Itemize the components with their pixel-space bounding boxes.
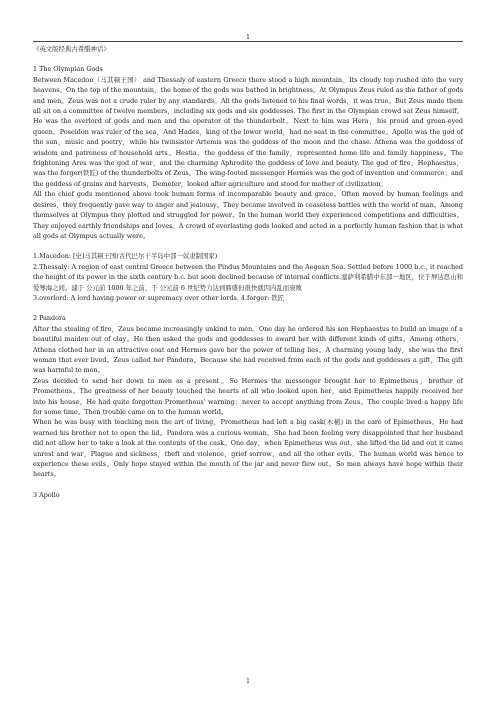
- section-heading-apollo: 3 Apollo: [33, 490, 60, 499]
- footnote: 2.Thessaly: A region of east central Greece between the Pindus Mountains and the Aegean Sea. Settled before 1000 b.c., it reached the height of its power in the sixth century b.c. but soon declined because of internal conflicts.塞萨利希腊中东部一地区，位于屏达思山和爱琴海之间。建于 公元前 1000 年之前，于 公元前 6 世纪势力达到鼎盛但很快就因内乱而衰败: [33, 262, 463, 292]
- paragraph: When he was busy with teaching men the art of living，Prometheus had left a big cask(木桶) in the care of Epimetheus。He had warned his brother not to open the lid。Pandora was a curious woman。She had been feeling very disappointed that her husband did not allow her to take a look at the contents of the cask。One day，when Epimetheus was out，she lifted the lid and out it came unrest and war，Plague and sickness，theft and violence，grief sorrow，and all the other evils。The human world was hence to experience these evils。Only hope stayed within the mouth of the jar and never flew out。So men always have hope within their hearts。: [33, 418, 463, 479]
- book-title: 《英文版经典古希腊神话》: [33, 45, 110, 53]
- paragraph: After the stealing of fire，Zeus became increasingly unkind to men。One day he ordered his son Hephaestus to build an image of a beautiful maiden out of clay。He then asked the gods and goddesses to award her with different kinds of gifts。Among others，Athena clothed her in an attractive coat and Hermes gave her the power of telling lies。A charming young lady，she was the first woman that ever lived。Zeus called her Pandora。Because she had received from each of the gods and goddesses a gift，The gift was harmful to men。: [33, 324, 463, 375]
- paragraph: All the chief gods mentioned above took human forms of incomparable beauty and grace。Often moved by human feelings and desires，they frequently gave way to anger and jealousy。They became involved in ceaseless battles with the world of man。Among themselves at Olympus they plotted and struggled for power。In the human world they experienced competitions and difficulties。They enjoyed earthly friendships and loves。A crowd of everlasting gods looked and acted in a perfectly human fashion that is what all gods at Olympus actually were。: [33, 190, 463, 240]
- section-heading-pandora: 2 Pandora: [33, 314, 66, 323]
- footnote: 3.overlord: A lord having power or supremacy over other lords. 4.forger: 铁匠: [33, 293, 285, 302]
- section-heading-olympian-gods: 1 The Olympian Gods: [33, 65, 103, 74]
- footnote: 1.Macedon: [史]马其顿王国(古代巴尔干半岛中部一奴隶制国家): [33, 252, 218, 261]
- paragraph: Between Macedon（马其顿王国） and Thessaly of eastern Greece there stood a high mountain。Its cloudy top rushed into the very heavens。On the top of the mountain，the home of the gods was bathed in brightness。At Olympus Zeus ruled as the father of gods and men。Zeus was not a crude ruler by any standards。All the gods listened to his final words，it was true。But Zeus made them all sit on a committee of twelve members，including six gods and six goddesses. The first in the Olympian crowd sat Zeus himself。He was the overlord of gods and men and the operator of the thunderbolt。Next to him was Hera，his proud and green-eyed queen。Poseidon was ruler of the sea，And Hades，king of the lower world，had no seat in the committee。Apollo was the god of the sun，music and poetry，while his twinsister Artemis was the goddess of the moon and the chase. Athena was the goddess of wisdom and patroness of household arts。Hestia，the goddess of the family，represented home life and family happiness。The frightening Ares was the god of war，and the charming Aphrodite the goddess of love and beauty. The god of fire，Hephaestus，was the forger(铁匠) of the thunderbolts of Zeus。The wing-footed messenger Hermes was the god of invention and commerce；and the goddess of grains and harvests，Demeter，looked after agriculture and stood for mother of civilization。: [33, 75, 463, 188]
- document-body: [33, 44, 463, 500]
- header-rule: [33, 41, 463, 42]
- paragraph: Zeus decided to send her down to men as a present。So Hermes the messenger brought her to Epimetheus，brother of Prometheus。The greatness of her beauty touched the hearts of all who looked upon her，and Epimetheus happily received her into his house。He had quite forgotten Prometheus' warning：never to accept anything from Zeus。The couple lived a happy life for some time。Then trouble came on to the human world。: [33, 376, 463, 416]
- page-number-bottom: 1: [246, 678, 250, 685]
- page-number-top: 1: [246, 34, 250, 41]
